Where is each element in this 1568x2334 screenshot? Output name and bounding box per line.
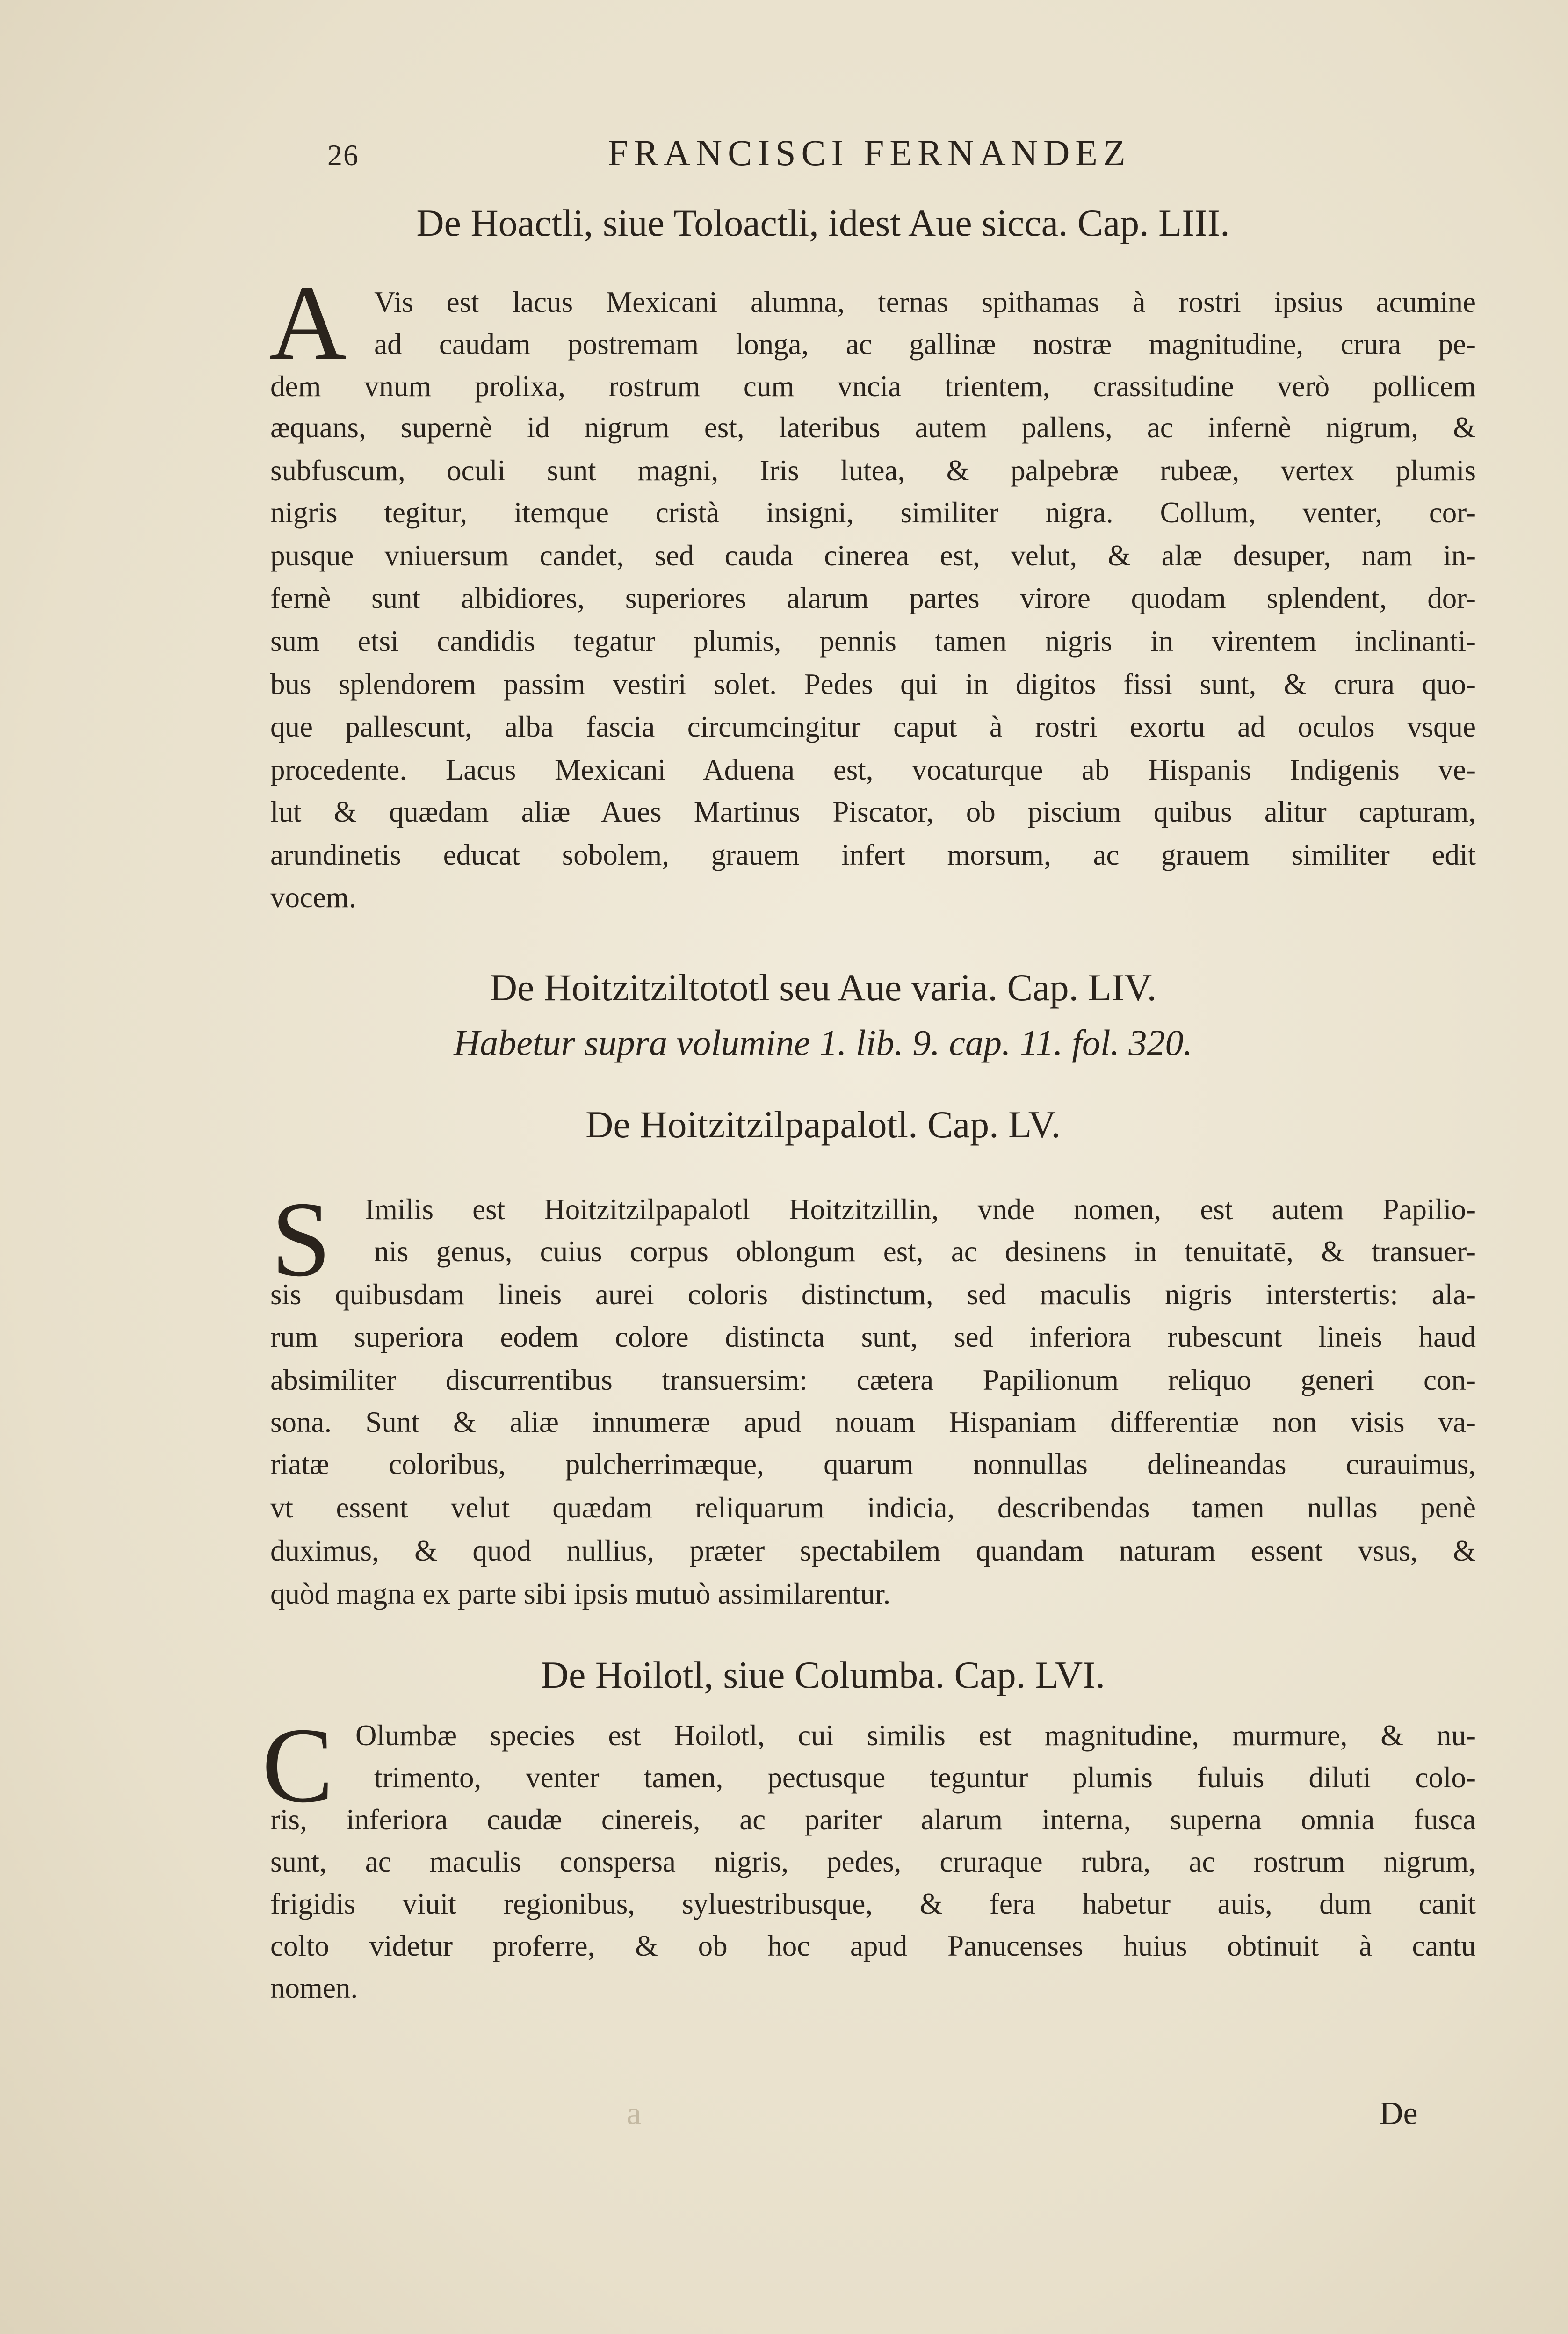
body-line: arundinetis educat sobolem, grauem infert morsum, ac grauem similiter edit [270, 838, 1476, 871]
chapter-title: De Hoitzitziltototl seu Aue varia. Cap. LIV. [489, 966, 1157, 1009]
body-line: subfuscum, oculi sunt magni, Iris lutea, & palpebræ rubeæ, vertex plumis [270, 454, 1476, 487]
body-line: sis quibusdam lineis aurei coloris distinctum, sed maculis nigris interstertis: ala- [270, 1278, 1476, 1311]
body-line: trimento, venter tamen, pectusque teguntur plumis fuluis diluti colo- [374, 1761, 1476, 1794]
body-line: quòd magna ex parte sibi ipsis mutuò assimilarentur. [270, 1577, 891, 1610]
drop-cap: C [262, 1705, 334, 1825]
body-line: æquans, supernè id nigrum est, lateribus autem pallens, ac infernè nigrum, & [270, 411, 1476, 444]
body-line: colto videtur proferre, & ob hoc apud Panucenses huius obtinuit à cantu [270, 1929, 1476, 1962]
body-line: Olumbæ species est Hoilotl, cui similis est magnitudine, murmure, & nu- [355, 1719, 1476, 1752]
body-line: sona. Sunt & aliæ innumeræ apud nouam Hispaniam differentiæ non visis va- [270, 1406, 1476, 1438]
body-line: ad caudam postremam longa, ac gallinæ nostræ magnitudine, crura pe- [374, 328, 1476, 361]
body-line: nis genus, cuius corpus oblongum est, ac desinens in tenuitatē, & transuer- [374, 1235, 1476, 1268]
drop-cap: S [271, 1179, 331, 1299]
body-line: pusque vniuersum candet, sed cauda cinerea est, velut, & alæ desuper, nam in- [270, 539, 1476, 572]
chapter-title: De Hoitzitzilpapalotl. Cap. LV. [585, 1103, 1061, 1146]
body-line: nomen. [270, 1972, 358, 2004]
body-line: vocem. [270, 881, 356, 914]
body-line: dem vnum prolixa, rostrum cum vncia trientem, crassitudine verò pollicem [270, 370, 1476, 403]
drop-cap: A [269, 263, 347, 382]
page-number: 26 [327, 138, 359, 172]
body-line: ris, inferiora caudæ cinereis, ac pariter alarum interna, superna omnia fusca [270, 1803, 1476, 1836]
body-line: lut & quædam aliæ Aues Martinus Piscator, ob piscium quibus alitur capturam, [270, 795, 1476, 828]
running-head: FRANCISCI FERNANDEZ [608, 132, 1131, 173]
body-line: bus splendorem passim vestiri solet. Pedes qui in digitos fissi sunt, & crura quo- [270, 668, 1476, 701]
body-line: procedente. Lacus Mexicani Aduena est, vocaturque ab Hispanis Indigenis ve- [270, 753, 1476, 786]
body-line: duximus, & quod nullius, præter spectabilem quandam naturam essent vsus, & [270, 1534, 1476, 1567]
body-line: fernè sunt albidiores, superiores alarum partes virore quodam splendent, dor- [270, 582, 1476, 614]
signature-mark: a [627, 2096, 642, 2132]
chapter-title: De Hoilotl, siue Columba. Cap. LVI. [541, 1654, 1106, 1696]
body-line: que pallescunt, alba fascia circumcingitur caput à rostri exortu ad oculos vsque [270, 710, 1476, 743]
body-line: frigidis viuit regionibus, syluestribusque, & fera habetur auis, dum canit [270, 1887, 1476, 1920]
body-line: Vis est lacus Mexicani alumna, ternas spithamas à rostri ipsius acumine [374, 286, 1476, 318]
body-line: nigris tegitur, itemque cristà insigni, similiter nigra. Collum, venter, cor- [270, 496, 1476, 529]
body-line: riatæ coloribus, pulcherrimæque, quarum nonnullas delineandas curauimus, [270, 1448, 1476, 1481]
chapter-title: De Hoactli, siue Toloactli, idest Aue sicca. Cap. LIII. [416, 202, 1230, 244]
body-line: rum superiora eodem colore distincta sunt, sed inferiora rubescunt lineis haud [270, 1321, 1476, 1353]
body-line: sunt, ac maculis conspersa nigris, pedes, cruraque rubra, ac rostrum nigrum, [270, 1845, 1476, 1878]
body-line: absimiliter discurrentibus transuersim: cætera Papilionum reliquo generi con- [270, 1364, 1476, 1396]
catchword: De [1380, 2096, 1418, 2132]
body-line: sum etsi candidis tegatur plumis, pennis tamen nigris in virentem inclinanti- [270, 625, 1476, 658]
body-line: Imilis est Hoitzitzilpapalotl Hoitzitzillin, vnde nomen, est autem Papilio- [365, 1193, 1476, 1226]
body-line: vt essent velut quædam reliquarum indicia, describendas tamen nullas penè [270, 1491, 1476, 1524]
chapter-note: Habetur supra volumine 1. lib. 9. cap. 11. fol. 320. [453, 1022, 1193, 1063]
